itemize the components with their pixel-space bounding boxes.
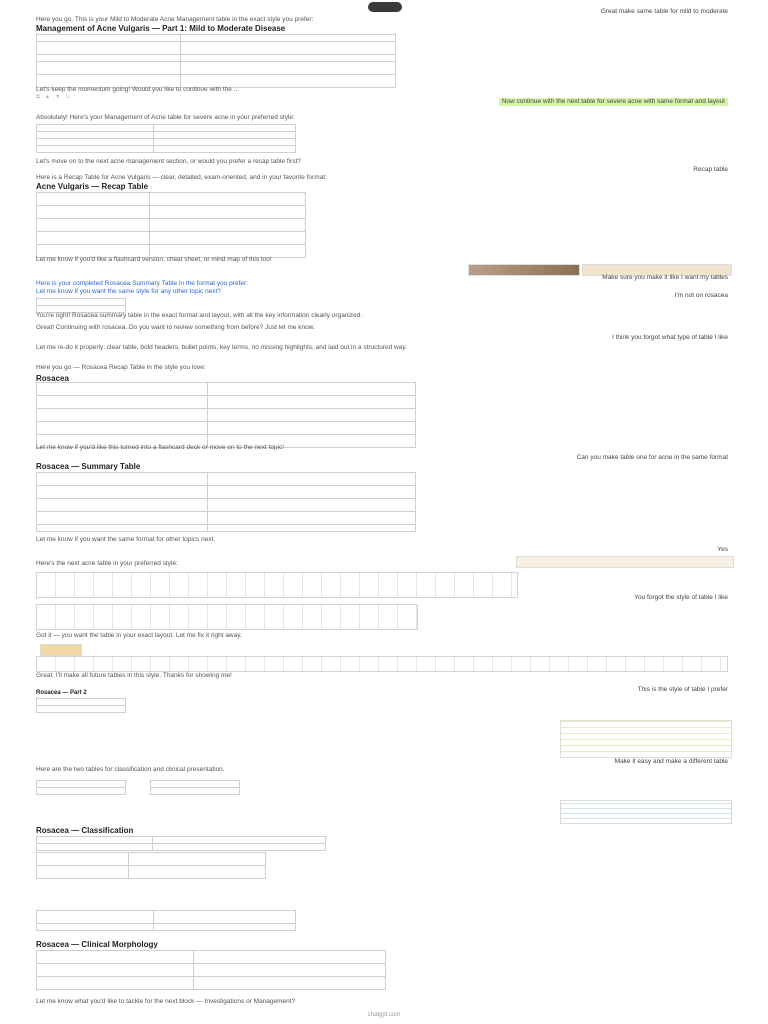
content-table [36,298,126,313]
assistant-message: Here are the two tables for classification and clinical presentation. [36,766,225,773]
content-table [36,192,306,258]
table-heading: Rosacea [36,374,69,383]
user-message: Make sure you make it like I want my tables [602,274,728,281]
content-table [36,604,418,630]
table-heading: Rosacea — Summary Table [36,462,141,471]
app-logo [368,2,402,12]
assistant-message: Let me know if you want the same format for other topics next. [36,536,216,543]
assistant-message: Here is a Recap Table for Acne Vulgaris — clear, detailed, exam-oriented, and in your favorite format: [36,174,327,181]
content-table [36,472,416,532]
table-heading: Acne Vulgaris — Recap Table [36,182,149,191]
content-table [36,382,416,448]
table-heading: Management of Acne Vulgaris — Part 1: Mild to Moderate Disease [36,24,286,33]
assistant-message: Absolutely! Here's your Management of Acne table for severe acne in your preferred style: [36,114,295,121]
assistant-message: Let me know if you want the same style for any other topic next? [36,288,221,295]
assistant-message: You're right! Rosacea summary table in the exact format and layout, with all the key information clearly organized. [36,312,363,319]
content-table [36,780,126,795]
footer-site: chatgpt.com [367,1012,401,1018]
user-message: You forgot the style of table I like [634,594,728,601]
user-message: Recap table [693,166,728,173]
image-attachment[interactable] [40,644,82,656]
user-message: Make it easy and make a different table [614,758,728,765]
assistant-message: Great. I'll make all future tables in this style. Thanks for showing me! [36,672,232,679]
image-attachment[interactable] [468,264,580,276]
user-message: Yes [717,546,728,553]
assistant-message: Let me re-do it properly: clear table, bold headers, bullet points, key terms, no missing highlights, and laid out in a structured way. [36,344,407,351]
assistant-message: Let me know what you'd like to tackle for the next block — Investigations or Management? [36,998,296,1005]
content-table [36,124,296,153]
assistant-message: Let's keep the momentum going! Would you like to continue with the ... [36,86,240,93]
image-attachment[interactable] [560,800,732,824]
user-message: I'm not on rosacea [674,292,728,299]
table-heading: Rosacea — Clinical Morphology [36,940,158,949]
user-message: Great make same table for mild to moderate [600,8,728,15]
table-heading: Rosacea — Classification [36,826,134,835]
message-actions[interactable]: ⧉ ▲ ▼ ↻ [36,94,72,100]
assistant-message: Got it — you want the table in your exact layout. Let me fix it right away. [36,632,242,639]
content-table [36,910,296,931]
assistant-message: Here is your completed Rosacea Summary Table in the format you prefer: [36,280,248,287]
assistant-message: Let's move on to the next acne management section, or would you prefer a recap table first? [36,158,302,165]
image-attachment[interactable] [560,720,732,758]
assistant-message: Great! Continuing with rosacea. Do you want to review something from before? Just let me know. [36,324,315,331]
assistant-message: Here's the next acne table in your preferred style: [36,560,178,567]
assistant-message: Let me know if you'd like this turned into a flashcard deck or move on to the next topic! [36,444,285,451]
content-table [36,836,326,851]
assistant-message: Let me know if you'd like a flashcard version, cheat sheet, or mind map of this too! [36,256,272,263]
content-table [36,572,518,598]
content-table [36,34,396,88]
user-message: Now continue with the next table for severe acne with same format and layout [499,98,728,106]
assistant-message: Here you go. This is your Mild to Moderate Acne Management table in the exact style you prefer: [36,16,314,23]
user-message: I think you forgot what type of table I like [612,334,728,341]
assistant-message: Here you go — Rosacea Recap Table in the style you love: [36,364,206,371]
content-table [36,698,126,713]
user-message: Can you make table one for acne in the same format [576,454,728,461]
content-table [36,950,386,990]
table-heading: Rosacea — Part 2 [36,690,87,696]
user-message: This is the style of table I prefer [637,686,728,693]
content-table [150,780,240,795]
content-table [36,852,266,879]
content-table [36,656,728,672]
